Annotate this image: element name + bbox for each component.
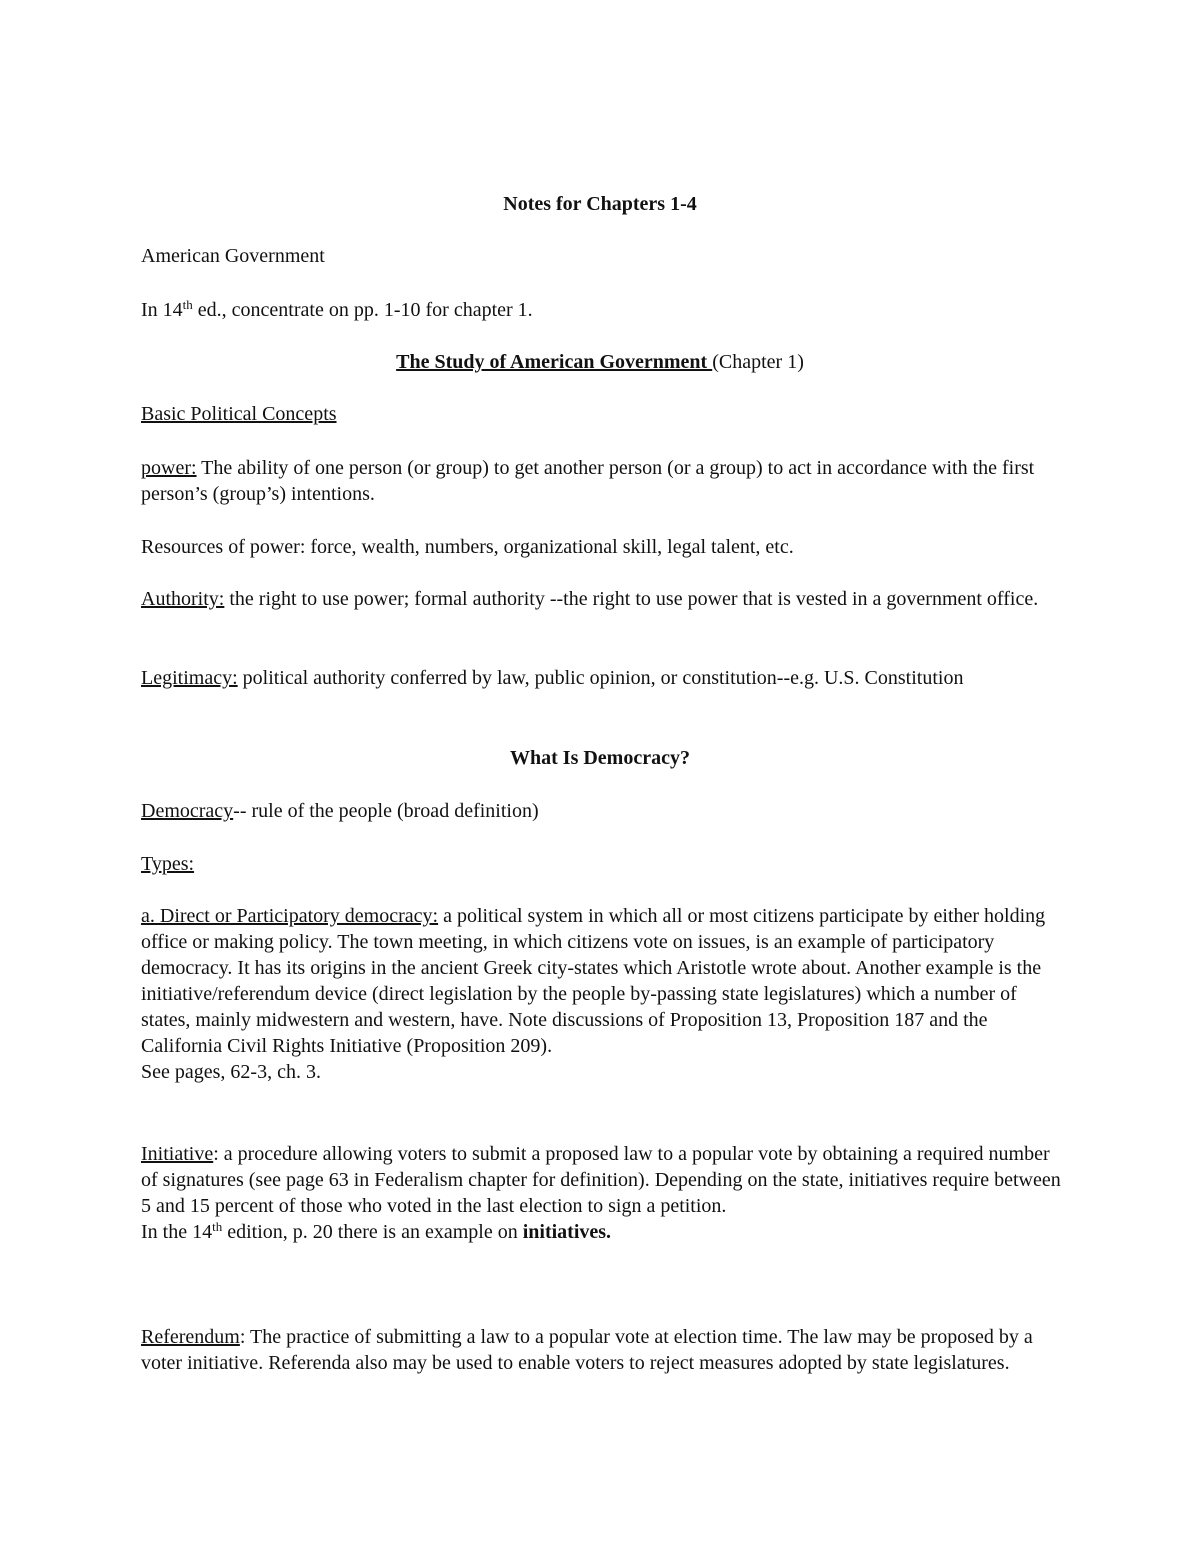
initiative-section (141, 1141, 1066, 1245)
edition-note (141, 297, 1066, 323)
referendum-text: : The practice of submitting a law to a popular vote at election time. The law may be proposed by a voter initiative. Referenda also may be used to enable voters to reject measures adopted by state legislatures. (141, 1326, 1033, 1374)
chapter-heading-title: The Study of American Government (396, 351, 713, 373)
initiative-term: Initiative (141, 1143, 214, 1165)
power-definition (141, 455, 1066, 507)
course-name: American Government (141, 245, 325, 267)
authority-definition (141, 586, 1066, 612)
referendum-definition (141, 1324, 1066, 1376)
power-term: power: (141, 457, 197, 479)
legitimacy-term: Legitimacy: (141, 667, 238, 689)
types-label: Types: (141, 853, 195, 875)
referendum-term: Referendum (141, 1326, 240, 1348)
basic-concepts-heading: Basic Political Concepts (141, 403, 337, 425)
initiative-example-pre: In the 14 (141, 1221, 213, 1243)
authority-text: the right to use power; formal authority --the right to use power that is vested in a government office. (224, 588, 1039, 610)
democracy-term: Democracy (141, 800, 234, 822)
authority-term: Authority: (141, 588, 225, 610)
initiative-example-sup: th (212, 1219, 223, 1234)
democracy-heading: What Is Democracy? (510, 747, 690, 769)
power-text: The ability of one person (or group) to get another person (or a group) to act in accordance with the first person’s (group’s) intentions. (141, 457, 1035, 505)
democracy-text: -- rule of the people (broad definition) (233, 800, 539, 822)
edition-note-pre: In 14 (141, 299, 183, 321)
legitimacy-definition (141, 665, 1066, 691)
resources-of-power: Resources of power: force, wealth, numbers, organizational skill, legal talent, etc. (141, 536, 794, 558)
edition-note-sup: th (182, 297, 193, 312)
initiative-example-bold: initiatives. (522, 1221, 612, 1243)
chapter-heading (0, 349, 1200, 375)
democracy-definition (141, 798, 1066, 824)
direct-democracy-section (141, 903, 1066, 1085)
see-pages-note: See pages, 62-3, ch. 3. (141, 1061, 321, 1083)
direct-democracy-text: a political system in which all or most citizens participate by either holding office or making policy. The town meeting, in which citizens vote on issues, is an example of participatory democracy. It has its origins in the ancient Greek city-states which Aristotle wrote about. Another example is the initiative/referendum device (direct legislation by the people by-passing state legislatures) which a number of states, mainly midwestern and western, have. Note discussions of Proposition 13, Proposition 187 and the California Civil Rights Initiative (Proposition 209). (141, 905, 1046, 1057)
initiative-example-mid: edition, p. 20 there is an example on (222, 1221, 523, 1243)
document-title: Notes for Chapters 1-4 (503, 193, 697, 215)
chapter-heading-suffix: (Chapter 1) (712, 351, 804, 373)
initiative-text: : a procedure allowing voters to submit a proposed law to a popular vote by obtaining a required number of signatures (see page 63 in Federalism chapter for definition). Depending on the state, initiatives require between 5 and 15 percent of those who voted in the last election to sign a petition. (141, 1143, 1061, 1217)
edition-note-post: ed., concentrate on pp. 1-10 for chapter 1. (192, 299, 533, 321)
direct-democracy-term: a. Direct or Participatory democracy: (141, 905, 439, 927)
legitimacy-text: political authority conferred by law, public opinion, or constitution--e.g. U.S. Constitution (237, 667, 964, 689)
